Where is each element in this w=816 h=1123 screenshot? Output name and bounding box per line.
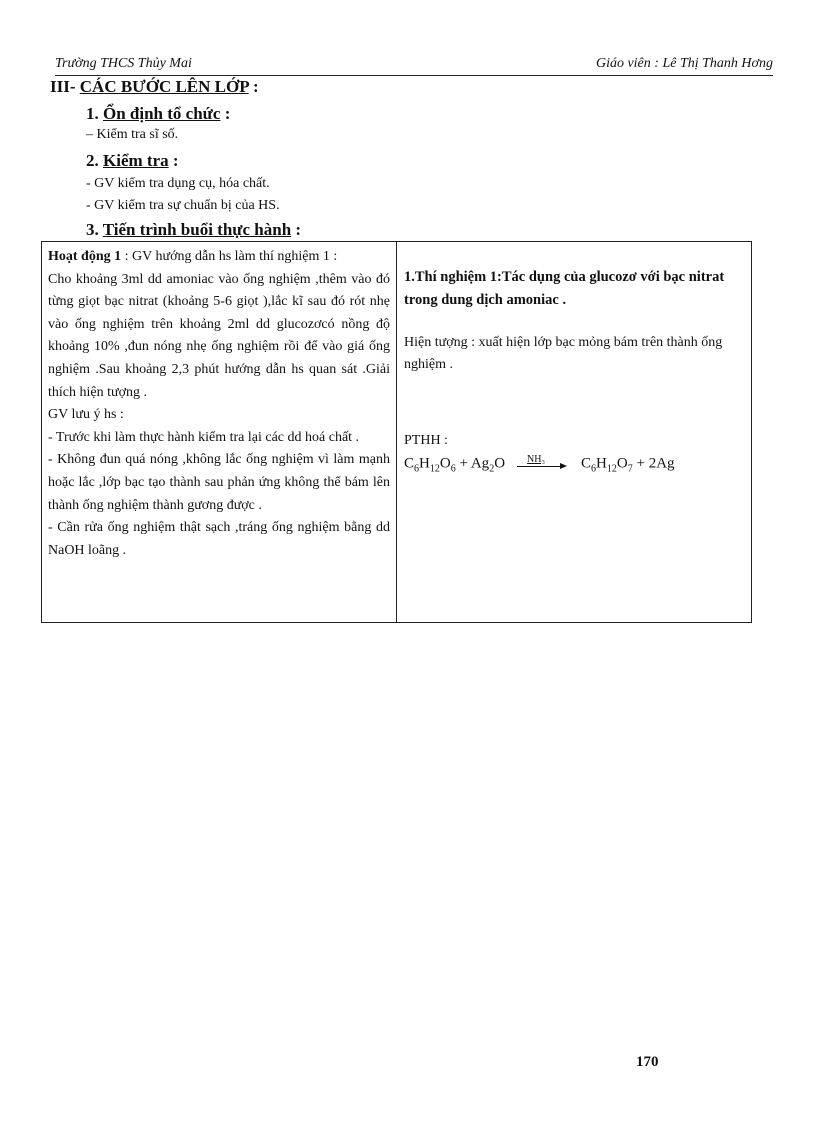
step3-heading: 3. Tiến trình buổi thực hành : [86,220,302,239]
reaction-equation: $C_6H_{12}O_6 + Ag_2O$ NH₃ $C_6H_{12}O_7 + 2Ag$ [404,454,675,475]
step2-line: - GV kiểm tra dụng cụ, hóa chất. [86,176,270,191]
activity-intro: Hoạt động 1 : GV hướng dẫn hs làm thí nghiệm 1 : [48,249,338,264]
note-item: - Trước khi làm thực hành kiểm tra lại các dd hoá chất . [48,429,360,445]
page-number: 170 [636,1054,659,1070]
step2-title: Kiểm tra [103,151,169,170]
reaction-arrow-icon [513,455,573,473]
step2-heading: 2. Kiểm tra : [86,151,179,170]
section-title: CÁC BƯỚC LÊN LỚP [79,77,249,96]
section-heading: III- CÁC BƯỚC LÊN LỚP : [50,77,259,96]
teacher-info [596,56,773,72]
experiment-cell [397,242,752,623]
step2-line: - GV kiểm tra sự chuẩn bị của HS. [86,198,280,213]
catalyst-label: NH₃ [527,454,545,465]
experiment-title: 1.Thí nghiệm 1:Tác dụng của glucozơ với bạc nitrat trong dung dịch amoniac . [404,269,725,308]
school-name: Trường THCS Thủy Mai [55,56,192,71]
teacher-activity-cell [42,242,397,623]
note-title: GV lưu ý hs : [48,407,124,423]
phenomenon-text: Hiện tượng : xuất hiện lớp bạc mỏng bám trên thành ống nghiệm . [404,335,723,372]
activity-label: Hoạt động 1 [48,249,122,264]
pthh-label: PTHH : [404,433,448,448]
activity-table [41,241,752,623]
step1-line: – Kiểm tra sĩ số. [86,127,179,142]
step1-heading: 1. Ổn định tổ chức : [86,104,231,123]
note-item: - Cần rửa ống nghiệm thật sạch ,tráng ống nghiệm bằng dd NaOH loãng . [48,520,390,558]
step3-title: Tiến trình buổi thực hành [102,220,292,239]
step1-title: Ổn định tổ chức [103,104,221,123]
page-header [55,55,773,76]
activity-description: Cho khoảng 3ml dd amoniac vào ống nghiệm ,thêm vào đó từng giọt bạc nitrat (khoảng 5-6 giọt ),lắc kĩ sau đó rót nhẹ vào ống nghiệm trên khoảng 2ml dd glucozơcó nồng độ khoảng 10% ,đun nóng nhẹ ống nghiệm rồi để vào giá ống nghiệm .Sau khoảng 2,3 phút hướng dẫn hs quan sát .Giải thích hiện tượng . [48,271,390,400]
teacher-name: : Lê Thị Thanh Hơng [654,56,773,71]
teacher-label: Giáo viên [595,56,651,71]
note-item: - Không đun quá nóng ,không lắc ống nghiệm vì làm mạnh hoặc lắc ,lớp bạc tạo thành sau phản ứng không thể bám lên thành ống nghiệm thành gương được . [48,452,390,513]
